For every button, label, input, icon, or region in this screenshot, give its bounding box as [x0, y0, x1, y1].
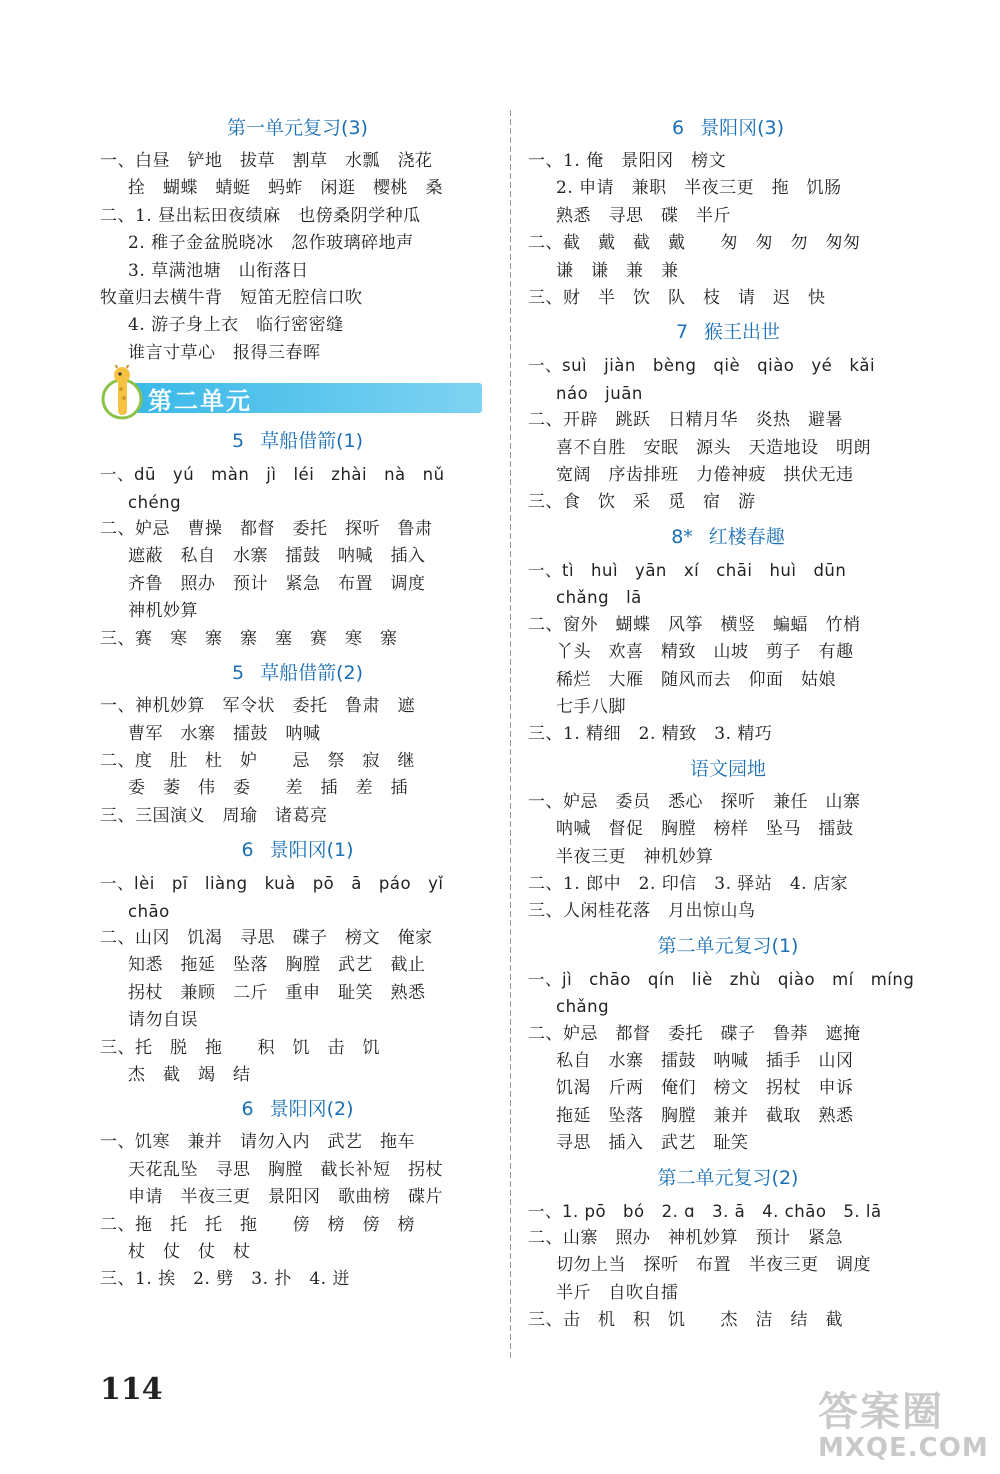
- answer-line: 一、tì huì yān xí chāi huì dūn: [528, 560, 847, 580]
- answer-line: chéng: [128, 492, 182, 512]
- answer-line: 三、1. 精细 2. 精致 3. 精巧: [528, 724, 773, 745]
- section-title: [528, 318, 928, 346]
- answer-line: 三、击 机 积 饥 杰 洁 结 截: [528, 1310, 843, 1331]
- answer-line: 二、拖 托 托 拖 傍 榜 傍 榜: [100, 1214, 415, 1235]
- section-title: [528, 755, 928, 783]
- giraffe-icon: [100, 365, 146, 425]
- answer-line: 拖延 坠落 胸膛 兼并 截取 熟悉: [556, 1105, 854, 1126]
- answer-line: 请勿自误: [128, 1010, 198, 1031]
- answer-line: 宽阔 序齿排班 力倦神疲 拱伏无违: [556, 465, 854, 486]
- watermark-cn: 答案圈: [818, 1389, 944, 1435]
- answer-line: chǎng lā: [556, 588, 642, 608]
- answer-line: 二、妒忌 都督 委托 碟子 鲁莽 遮掩: [528, 1023, 861, 1044]
- answer-line: 二、度 肚 杜 妒 忌 祭 寂 继: [100, 750, 415, 771]
- section-title: [528, 932, 928, 960]
- answer-line: 呐喊 督促 胸膛 榜样 坠马 擂鼓: [556, 819, 854, 840]
- section-title: [100, 114, 495, 142]
- left-column: [100, 108, 495, 1294]
- answer-line: 谦 谦 兼 兼: [556, 260, 679, 281]
- answer-line: 申请 半夜三更 景阳冈 歌曲榜 碟片: [128, 1187, 443, 1208]
- lesson-number: 5: [231, 662, 245, 685]
- answer-line: 二、1. 郎中 2. 印信 3. 驿站 4. 店家: [528, 873, 848, 894]
- answer-line: 半斤 自吹自擂: [556, 1282, 679, 1303]
- lesson-number: 7: [675, 321, 689, 344]
- answer-line: 稀烂 大雁 随风而去 仰面 姑娘: [556, 669, 836, 690]
- answer-line: 齐鲁 照办 预计 紧急 布置 调度: [128, 573, 426, 594]
- answer-line: 一、suì jiàn bèng qiè qiào yé kǎi: [528, 356, 876, 376]
- answer-line: 二、开辟 跳跃 日精月华 炎热 避暑: [528, 410, 843, 431]
- section-title: [528, 114, 928, 142]
- answer-line: 天花乱坠 寻思 胸膛 截长补短 拐杖: [128, 1159, 443, 1180]
- answer-line: 熟悉 寻思 碟 半斤: [556, 205, 731, 226]
- section-title: [100, 1095, 495, 1123]
- unit-banner: [100, 377, 495, 417]
- section-title-text: 景阳冈(2): [269, 1098, 354, 1121]
- answer-line: 杖 仗 仗 杖: [128, 1242, 251, 1262]
- answer-line: 曹军 水寨 擂鼓 呐喊: [128, 723, 321, 744]
- answer-line: 私自 水寨 擂鼓 呐喊 插手 山冈: [556, 1050, 854, 1071]
- lesson-number: 6: [671, 117, 685, 139]
- answer-line: 三、三国演义 周瑜 诸葛亮: [100, 805, 328, 826]
- answer-line: 3. 草满池塘 山衔落日: [128, 260, 309, 281]
- lesson-number: 6: [241, 839, 254, 862]
- answer-line: 神机妙算: [128, 601, 198, 622]
- section-title: [528, 523, 928, 551]
- section-title-text: 草船借箭(1): [260, 430, 363, 453]
- page-number: 114: [100, 1372, 163, 1407]
- section-title-text: 景阳冈(1): [269, 839, 354, 862]
- answer-line: 拴 蝴蝶 蜻蜓 蚂蚱 闲逛 樱桃 桑: [128, 178, 443, 199]
- section-title-text: 第一单元复习(3): [227, 117, 368, 139]
- answer-line: 寻思 插入 武艺 耻笑: [556, 1133, 749, 1154]
- answer-line: 二、山寨 照办 神机妙算 预计 紧急: [528, 1228, 843, 1248]
- answer-line: 二、山冈 饥渴 寻思 碟子 榜文 俺家: [100, 927, 433, 948]
- answer-line: 一、神机妙算 军令状 委托 鲁肃 遮: [100, 696, 415, 717]
- answer-line: 半夜三更 神机妙算: [556, 846, 714, 867]
- answer-line: 饥渴 斤两 俺们 榜文 拐杖 申诉: [556, 1078, 854, 1099]
- answer-line: 喜不自胜 安眠 源头 天造地设 明朗: [556, 437, 871, 458]
- watermark-en: MXQE.COM: [818, 1433, 989, 1463]
- answer-line: 一、白昼 铲地 拔草 割草 水瓢 浇花: [100, 151, 433, 171]
- watermark-logo: [818, 1380, 993, 1470]
- section-title: [100, 836, 495, 864]
- lesson-number: 8*: [671, 525, 693, 548]
- answer-line: 二、截 戴 截 戴 匆 匆 勿 匆匆: [528, 233, 861, 254]
- answer-line: 三、托 脱 拖 积 饥 击 饥: [100, 1037, 380, 1058]
- answer-line: 一、1. pō bó 2. ɑ 3. ā 4. chāo 5. lā: [528, 1201, 882, 1221]
- answer-line: 三、1. 挨 2. 劈 3. 扑 4. 迸: [100, 1269, 350, 1290]
- section-title: [528, 1164, 928, 1192]
- section-title: [100, 427, 495, 455]
- answer-line: 一、1. 俺 景阳冈 榜文: [528, 151, 727, 171]
- lesson-number: 5: [231, 430, 245, 453]
- column-divider: [510, 110, 511, 1360]
- answer-line: 遮蔽 私自 水寨 擂鼓 呐喊 插入: [128, 546, 426, 567]
- answer-line: 4. 游子身上衣 临行密密缝: [128, 315, 344, 336]
- section-title-text: 景阳冈(3): [700, 117, 784, 139]
- answer-line: 2. 稚子金盆脱晓冰 忽作玻璃碎地声: [128, 233, 414, 254]
- answer-line: 一、dū yú màn jì léi zhài nà nǔ: [100, 465, 445, 485]
- answer-line: 一、饥寒 兼并 请勿入内 武艺 拖车: [100, 1132, 415, 1153]
- answer-line: 一、lèi pī liàng kuà pō ā páo yǐ: [100, 874, 444, 894]
- right-column: [528, 108, 928, 1335]
- answer-line: 三、财 半 饮 队 枝 请 迟 快: [528, 288, 826, 309]
- answer-line: 二、妒忌 曹操 都督 委托 探听 鲁肃: [100, 519, 433, 540]
- answer-line: 拐杖 兼顾 二斤 重申 耻笑 熟悉: [128, 982, 426, 1003]
- answer-line: 知悉 拖延 坠落 胸膛 武艺 截止: [128, 955, 426, 976]
- answer-line: 谁言寸草心 报得三春晖: [128, 342, 321, 363]
- answer-line: 三、赛 寒 寨 寨 塞 赛 寒 寨: [100, 628, 398, 649]
- answer-line: 丫头 欢喜 精致 山坡 剪子 有趣: [556, 642, 854, 663]
- section-title-text: 猴王出世: [704, 321, 781, 344]
- answer-line: 二、窗外 蝴蝶 风筝 横竖 蝙蝠 竹梢: [528, 614, 861, 635]
- section-title-text: 红楼春趣: [708, 525, 785, 548]
- unit-banner-label: 第二单元: [148, 387, 252, 416]
- answer-line: 切勿上当 探听 布置 半夜三更 调度: [556, 1255, 871, 1276]
- answer-line: 杰 截 竭 结: [128, 1064, 251, 1085]
- lesson-number: 6: [241, 1098, 254, 1121]
- answer-line: 委 萎 伟 委 差 插 差 插: [128, 778, 408, 799]
- section-title-text: 第二单元复习(1): [657, 934, 799, 957]
- section-title-text: 第二单元复习(2): [657, 1166, 799, 1189]
- answer-line: 一、jì chāo qín liè zhù qiào mí míng: [528, 969, 915, 989]
- answer-line: 二、1. 昼出耘田夜绩麻 也傍桑阴学种瓜: [100, 205, 421, 226]
- answer-line: chāo: [128, 901, 170, 921]
- section-title-text: 草船借箭(2): [260, 662, 363, 685]
- answer-line: 2. 申请 兼职 半夜三更 拖 饥肠: [556, 178, 842, 199]
- answer-line: 牧童归去横牛背 短笛无腔信口吹: [100, 288, 363, 309]
- section-title-text: 语文园地: [689, 757, 766, 780]
- answer-line: 三、人闲桂花落 月出惊山鸟: [528, 901, 756, 922]
- answer-line: náo juān: [556, 383, 643, 403]
- answer-line: 三、食 饮 采 觅 宿 游: [528, 492, 756, 513]
- answer-line: chǎng: [556, 997, 610, 1017]
- answer-line: 七手八脚: [556, 696, 626, 717]
- section-title: [100, 659, 495, 687]
- answer-line: 一、妒忌 委员 悉心 探听 兼任 山寨: [528, 791, 861, 812]
